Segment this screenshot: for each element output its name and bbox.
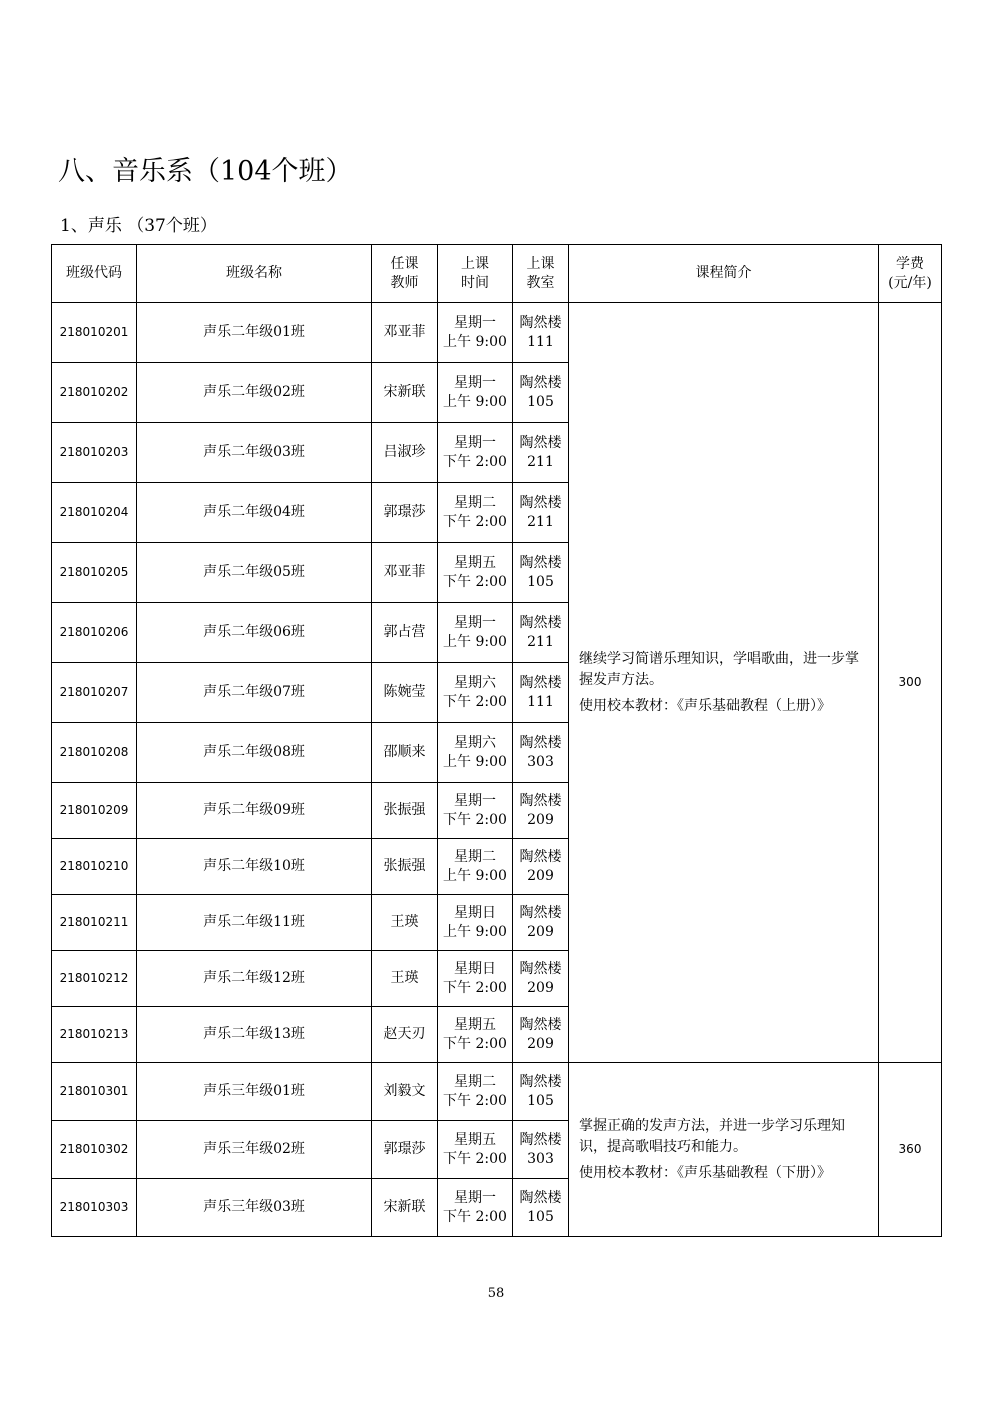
start-time: 上午 9:00 (443, 333, 507, 350)
schedule-time-cell (438, 483, 513, 543)
class-schedule-table (51, 244, 942, 1237)
classroom-cell (513, 303, 569, 363)
class-code-cell: 218010204 (52, 483, 137, 543)
building-name: 陶然楼 (519, 1016, 562, 1033)
class-name-cell: 声乐二年级11班 (137, 895, 372, 951)
schedule-time-cell (438, 783, 513, 839)
header-fee (879, 245, 942, 303)
teacher-cell: 邵顺来 (372, 723, 438, 783)
class-code-cell: 218010302 (52, 1121, 137, 1179)
classroom-cell (513, 783, 569, 839)
header-description: 课程简介 (569, 245, 879, 303)
class-name-cell: 声乐二年级09班 (137, 783, 372, 839)
department-title: 八、音乐系（104个班） (58, 156, 353, 187)
schedule-time-cell (438, 951, 513, 1007)
teacher-cell: 张振强 (372, 783, 438, 839)
class-code-cell: 218010301 (52, 1063, 137, 1121)
weekday: 星期一 (454, 1189, 496, 1206)
room-number: 105 (527, 1092, 554, 1109)
teacher-cell: 赵天刃 (372, 1007, 438, 1063)
tuition-fee-cell: 360 (879, 1063, 942, 1237)
teacher-cell: 刘毅文 (372, 1063, 438, 1121)
schedule-time-cell (438, 1179, 513, 1237)
teacher-cell: 吕淑珍 (372, 423, 438, 483)
room-number: 105 (527, 573, 554, 590)
classroom-cell (513, 895, 569, 951)
building-name: 陶然楼 (519, 1131, 562, 1148)
schedule-time-cell (438, 1121, 513, 1179)
weekday: 星期日 (454, 904, 496, 921)
weekday: 星期六 (454, 734, 496, 751)
schedule-body (52, 303, 942, 1237)
class-code-cell: 218010205 (52, 543, 137, 603)
room-number: 105 (527, 393, 554, 410)
room-number: 209 (527, 923, 554, 940)
room-number: 105 (527, 1208, 554, 1225)
start-time: 上午 9:00 (443, 923, 507, 940)
start-time: 下午 2:00 (443, 811, 507, 828)
start-time: 下午 2:00 (443, 513, 507, 530)
weekday: 星期二 (454, 848, 496, 865)
course-description-cell (569, 1063, 879, 1237)
header-time-line2: 时间 (461, 274, 489, 291)
building-name: 陶然楼 (519, 848, 562, 865)
schedule-time-cell (438, 895, 513, 951)
building-name: 陶然楼 (519, 554, 562, 571)
header-room (513, 245, 569, 303)
start-time: 上午 9:00 (443, 393, 507, 410)
start-time: 下午 2:00 (443, 1092, 507, 1109)
class-name-cell: 声乐二年级04班 (137, 483, 372, 543)
teacher-cell: 王瑛 (372, 951, 438, 1007)
start-time: 下午 2:00 (443, 1208, 507, 1225)
building-name: 陶然楼 (519, 374, 562, 391)
start-time: 下午 2:00 (443, 1150, 507, 1167)
classroom-cell (513, 363, 569, 423)
building-name: 陶然楼 (519, 674, 562, 691)
start-time: 下午 2:00 (443, 573, 507, 590)
class-code-cell: 218010211 (52, 895, 137, 951)
header-time-line1: 上课 (461, 255, 489, 272)
teacher-cell: 邓亚菲 (372, 543, 438, 603)
class-code-cell: 218010213 (52, 1007, 137, 1063)
class-name-cell: 声乐二年级05班 (137, 543, 372, 603)
class-code-cell: 218010207 (52, 663, 137, 723)
schedule-time-cell (438, 363, 513, 423)
classroom-cell (513, 1121, 569, 1179)
schedule-time-cell (438, 839, 513, 895)
start-time: 上午 9:00 (443, 633, 507, 650)
weekday: 星期五 (454, 554, 496, 571)
class-code-cell: 218010209 (52, 783, 137, 839)
weekday: 星期一 (454, 434, 496, 451)
teacher-cell: 郭璟莎 (372, 483, 438, 543)
room-number: 211 (527, 633, 554, 650)
class-name-cell: 声乐三年级02班 (137, 1121, 372, 1179)
start-time: 下午 2:00 (443, 453, 507, 470)
page-number: 58 (487, 1286, 505, 1301)
weekday: 星期二 (454, 494, 496, 511)
teacher-cell: 郭璟莎 (372, 1121, 438, 1179)
teacher-cell: 张振强 (372, 839, 438, 895)
class-name-cell: 声乐二年级02班 (137, 363, 372, 423)
header-time (438, 245, 513, 303)
class-name-cell: 声乐二年级01班 (137, 303, 372, 363)
class-code-cell: 218010212 (52, 951, 137, 1007)
table-header-row (52, 245, 942, 303)
building-name: 陶然楼 (519, 494, 562, 511)
schedule-time-cell (438, 603, 513, 663)
building-name: 陶然楼 (519, 1073, 562, 1090)
class-code-cell: 218010206 (52, 603, 137, 663)
room-number: 209 (527, 867, 554, 884)
weekday: 星期五 (454, 1016, 496, 1033)
table-row (52, 1063, 942, 1121)
building-name: 陶然楼 (519, 792, 562, 809)
course-description-line: 使用校本教材：《声乐基础教程（下册）》 (579, 1164, 831, 1181)
class-name-cell: 声乐二年级08班 (137, 723, 372, 783)
building-name: 陶然楼 (519, 734, 562, 751)
header-room-line1: 上课 (526, 255, 555, 272)
tuition-fee-cell: 300 (879, 303, 942, 1063)
building-name: 陶然楼 (519, 614, 562, 631)
weekday: 星期一 (454, 314, 496, 331)
classroom-cell (513, 1007, 569, 1063)
course-description-line: 掌握正确的发声方法，并进一步学习乐理知识，提高歌唱技巧和能力。 (579, 1117, 845, 1155)
classroom-cell (513, 839, 569, 895)
schedule-time-cell (438, 663, 513, 723)
course-description-cell (569, 303, 879, 1063)
teacher-cell: 宋新联 (372, 1179, 438, 1237)
room-number: 209 (527, 811, 554, 828)
course-description-line: 继续学习简谱乐理知识，学唱歌曲，进一步掌握发声方法。 (579, 650, 859, 688)
room-number: 303 (527, 1150, 554, 1167)
weekday: 星期一 (454, 614, 496, 631)
weekday: 星期五 (454, 1131, 496, 1148)
start-time: 下午 2:00 (443, 979, 507, 996)
teacher-cell: 王瑛 (372, 895, 438, 951)
classroom-cell (513, 603, 569, 663)
start-time: 下午 2:00 (443, 1035, 507, 1052)
classroom-cell (513, 483, 569, 543)
room-number: 211 (527, 453, 554, 470)
start-time: 上午 9:00 (443, 867, 507, 884)
header-class-code: 班级代码 (52, 245, 137, 303)
building-name: 陶然楼 (519, 904, 562, 921)
header-class-name: 班级名称 (137, 245, 372, 303)
weekday: 星期一 (454, 374, 496, 391)
header-teacher-line1: 任课 (390, 255, 419, 272)
class-name-cell: 声乐三年级01班 (137, 1063, 372, 1121)
teacher-cell: 陈婉莹 (372, 663, 438, 723)
classroom-cell (513, 663, 569, 723)
weekday: 星期一 (454, 792, 496, 809)
class-name-cell: 声乐二年级10班 (137, 839, 372, 895)
class-name-cell: 声乐二年级13班 (137, 1007, 372, 1063)
schedule-time-cell (438, 1063, 513, 1121)
header-fee-line1: 学费 (896, 255, 924, 272)
class-name-cell: 声乐二年级06班 (137, 603, 372, 663)
building-name: 陶然楼 (519, 960, 562, 977)
room-number: 303 (527, 753, 554, 770)
header-teacher-line2: 教师 (390, 274, 419, 291)
teacher-cell: 宋新联 (372, 363, 438, 423)
schedule-time-cell (438, 723, 513, 783)
table-row (52, 303, 942, 363)
classroom-cell (513, 543, 569, 603)
course-description-line: 使用校本教材：《声乐基础教程（上册）》 (579, 697, 831, 714)
header-room-line2: 教室 (526, 274, 555, 291)
weekday: 星期二 (454, 1073, 496, 1090)
teacher-cell: 邓亚菲 (372, 303, 438, 363)
class-code-cell: 218010201 (52, 303, 137, 363)
room-number: 111 (527, 693, 554, 710)
classroom-cell (513, 423, 569, 483)
teacher-cell: 郭占营 (372, 603, 438, 663)
class-name-cell: 声乐二年级07班 (137, 663, 372, 723)
room-number: 209 (527, 1035, 554, 1052)
class-code-cell: 218010208 (52, 723, 137, 783)
building-name: 陶然楼 (519, 1189, 562, 1206)
section-title: 1、声乐 （37个班） (60, 216, 217, 236)
class-code-cell: 218010202 (52, 363, 137, 423)
schedule-time-cell (438, 1007, 513, 1063)
classroom-cell (513, 723, 569, 783)
class-name-cell: 声乐三年级03班 (137, 1179, 372, 1237)
weekday: 星期六 (454, 674, 496, 691)
class-code-cell: 218010210 (52, 839, 137, 895)
class-code-cell: 218010303 (52, 1179, 137, 1237)
header-teacher (372, 245, 438, 303)
schedule-time-cell (438, 543, 513, 603)
schedule-time-cell (438, 303, 513, 363)
class-name-cell: 声乐二年级12班 (137, 951, 372, 1007)
classroom-cell (513, 1063, 569, 1121)
weekday: 星期日 (454, 960, 496, 977)
room-number: 209 (527, 979, 554, 996)
classroom-cell (513, 951, 569, 1007)
classroom-cell (513, 1179, 569, 1237)
building-name: 陶然楼 (519, 314, 562, 331)
class-name-cell: 声乐二年级03班 (137, 423, 372, 483)
start-time: 上午 9:00 (443, 753, 507, 770)
header-fee-line2: (元/年) (888, 274, 932, 291)
room-number: 211 (527, 513, 554, 530)
schedule-time-cell (438, 423, 513, 483)
building-name: 陶然楼 (519, 434, 562, 451)
class-code-cell: 218010203 (52, 423, 137, 483)
start-time: 下午 2:00 (443, 693, 507, 710)
room-number: 111 (527, 333, 554, 350)
